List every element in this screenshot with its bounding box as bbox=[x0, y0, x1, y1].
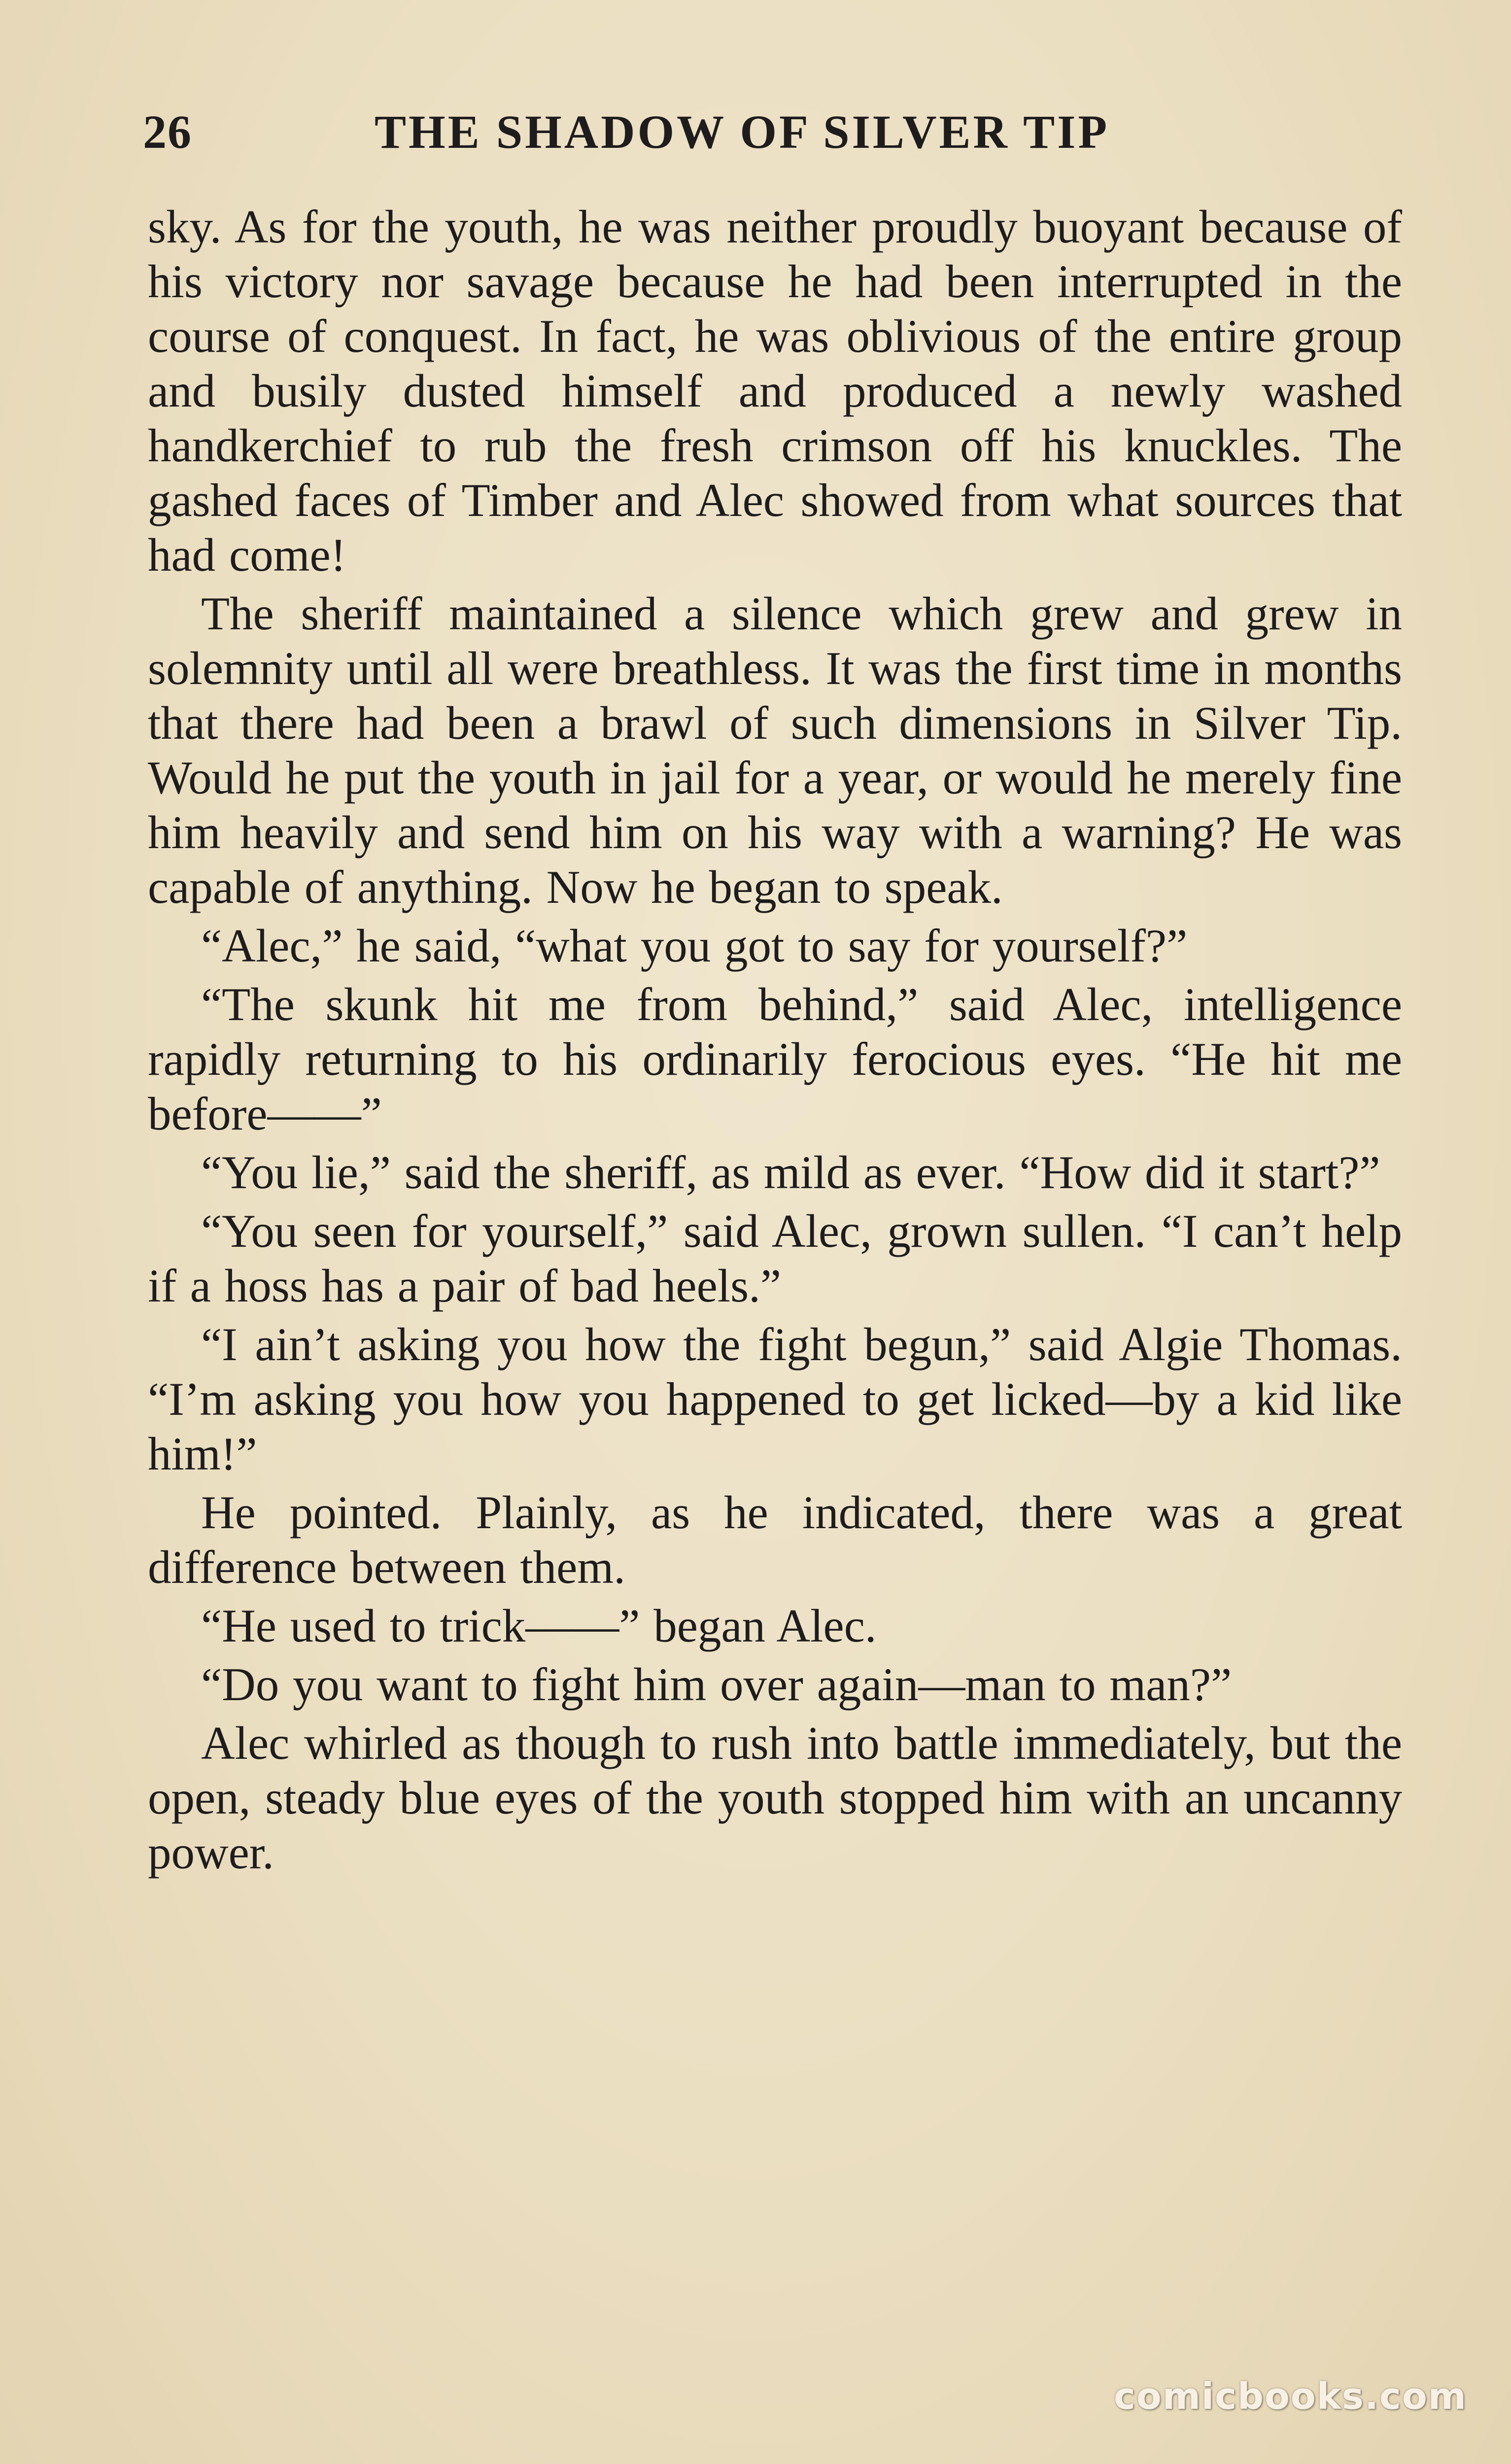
paragraph: “You lie,” said the sheriff, as mild as ever. “How did it start?” bbox=[201, 1146, 1380, 1198]
paragraph: “Alec,” he said, “what you got to say for yourself?” bbox=[201, 920, 1188, 972]
paragraph: He pointed. Plainly, as he indicated, there was a great difference between them. bbox=[148, 1486, 1402, 1593]
body-text bbox=[148, 200, 1402, 1884]
paragraph: “I ain’t asking you how the fight begun,” said Algie Thomas. “I’m asking you how you happened to get licked—by a kid like him!” bbox=[148, 1318, 1402, 1480]
book-title: THE SHADOW OF SILVER TIP bbox=[375, 105, 1110, 158]
paragraph: The sheriff maintained a silence which grew and grew in solemnity until all were breathless. It was the first time in months that there had been a brawl of such dimensions in Silver Tip. Would he put the youth in jail for a year, or would he merely fine him heavily and send him on his way with a warning? He was capable of anything. Now he began to speak. bbox=[148, 587, 1402, 913]
paragraph: “He used to trick——” began Alec. bbox=[201, 1600, 877, 1652]
paragraph: “The skunk hit me from behind,” said Alec, intelligence rapidly returning to his ordinarily ferocious eyes. “He hit me before——” bbox=[148, 978, 1402, 1140]
page-number: 26 bbox=[143, 105, 192, 158]
paragraph: “Do you want to fight him over again—man to man?” bbox=[201, 1658, 1232, 1711]
paragraph: Alec whirled as though to rush into battle immediately, but the open, steady blue eyes of the youth stopped him with an uncanny power. bbox=[148, 1717, 1402, 1879]
watermark: comicbooks.com bbox=[1114, 2375, 1467, 2418]
paragraph: sky. As for the youth, he was neither proudly buoyant because of his victory nor savage because he had been interrupted in the course of conquest. In fact, he was oblivious of the entire group and busily dusted himself and produced a newly washed handkerchief to rub the fresh crimson off his knuckles. The gashed faces of Timber and Alec showed from what sources that had come! bbox=[148, 201, 1402, 581]
paragraph: “You seen for yourself,” said Alec, grown sullen. “I can’t help if a hoss has a pair of bad heels.” bbox=[148, 1205, 1402, 1312]
running-head bbox=[143, 99, 1405, 177]
